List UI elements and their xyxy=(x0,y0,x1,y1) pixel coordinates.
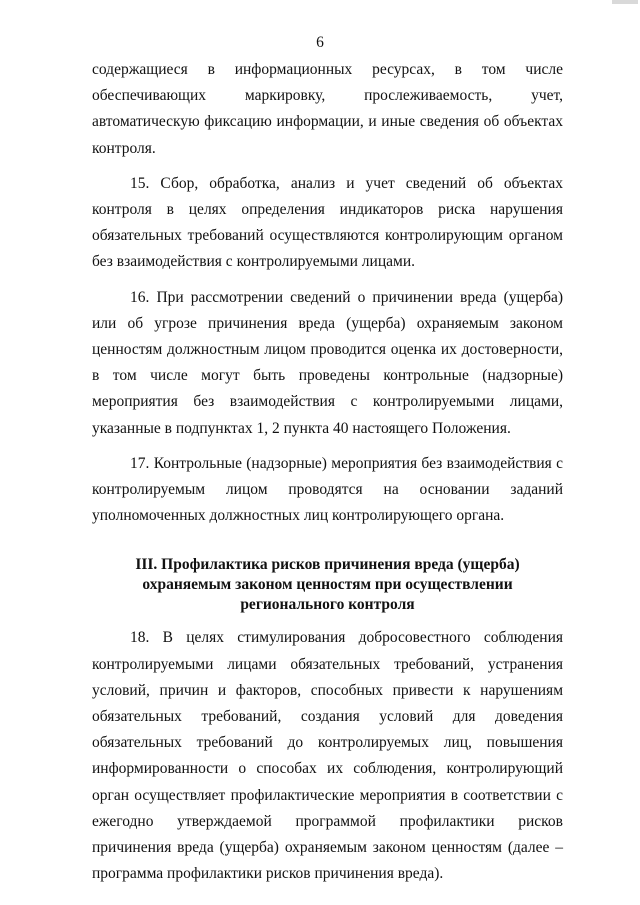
paragraph-continuation: содержащиеся в информационных ресурсах, в том числе обеспечивающих маркировку, прослеживаемость, учет, автоматическую фиксацию информации, и иные сведения об объектах контроля. xyxy=(92,61,563,157)
page-number: 6 xyxy=(316,34,324,51)
paragraph-18: 18. В целях стимулирования добросовестного соблюдения контролируемыми лицами обязательных требований, устранения условий, причин и факторов, способных привести к нарушениям обязательных требований, создания условий для доведения обязательных требований до контролируемых лиц, повышения информированности о способах их соблюдения, контролирующий орган осуществляет профилактические мероприятия в соответствии с ежегодно утверждаемой программой профилактики рисков причинения вреда (ущерба) охраняемым законом ценностям (далее – программа профилактики рисков причинения вреда). xyxy=(92,629,563,883)
section-heading-line-1: III. Профилактика рисков причинения вреда (ущерба) xyxy=(135,556,520,574)
paragraph-16: 16. При рассмотрении сведений о причинении вреда (ущерба) или об угрозе причинения вреда (ущерба) охраняемым законом ценностям должностным лицом проводится оценка их достоверности, в том числе могут быть проведены контрольные (надзорные) мероприятия без взаимодействия с контролируемыми лицами, указанные в подпунктах 1, 2 пункта 40 настоящего Положения. xyxy=(92,288,563,437)
document-body xyxy=(92,57,563,887)
section-heading xyxy=(92,555,563,615)
paragraph-17: 17. Контрольные (надзорные) мероприятия без взаимодействия с контролируемым лицом проводятся на основании заданий уполномоченных должностных лиц контролирующего органа. xyxy=(92,454,563,525)
scan-corner-mark xyxy=(612,0,638,4)
section-heading-line-3: регионального контроля xyxy=(240,596,415,614)
section-heading-line-2: охраняемым законом ценностям при осуществлении xyxy=(142,576,513,594)
paragraph-15: 15. Сбор, обработка, анализ и учет сведений об объектах контроля в целях определения индикаторов риска нарушения обязательных требований осуществляются контролирующим органом без взаимодействия с контролируемыми лицами. xyxy=(92,174,563,271)
